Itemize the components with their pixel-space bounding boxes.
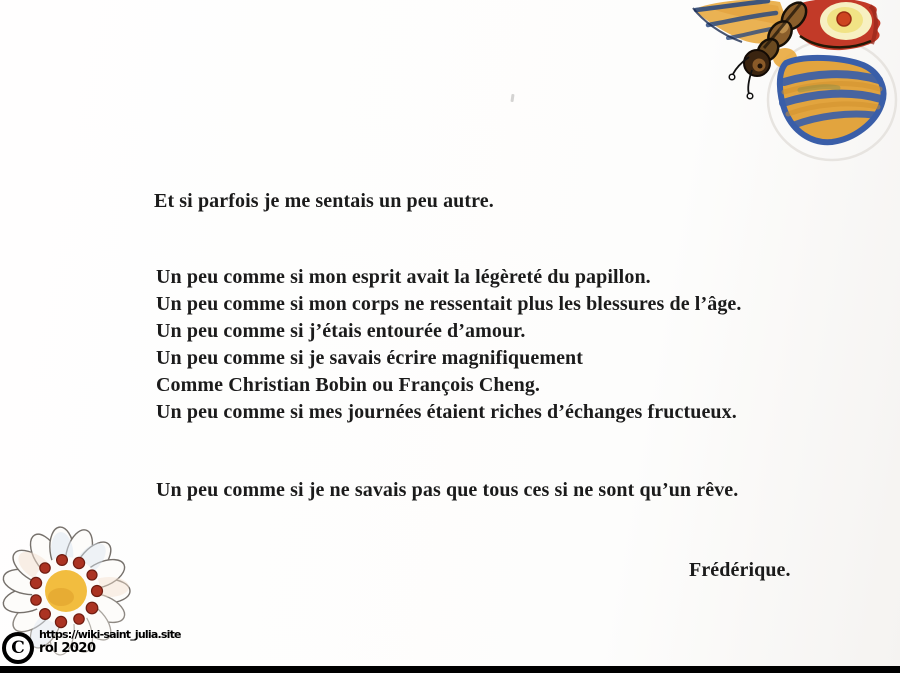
poem-stanza-line: Un peu comme si mon esprit avait la légèreté du papillon. [156, 266, 651, 288]
poem-stanza [156, 264, 742, 426]
watermark-text [39, 628, 181, 656]
butterfly-icon [680, 0, 900, 165]
poem-opening-line: Et si parfois je me sentais un peu autre. [154, 190, 494, 212]
copyright-icon [2, 632, 34, 664]
butterfly-eyespot [837, 12, 851, 26]
poem-stanza-line: Un peu comme si mes journées étaient riches d’échanges fructueux. [156, 401, 737, 423]
poem-stanza-line: Comme Christian Bobin ou François Cheng. [156, 374, 541, 396]
scan-speck [510, 94, 514, 102]
watermark-credit: rol 2020 [39, 641, 96, 656]
poem-stanza-line: Un peu comme si j’étais entourée d’amour. [156, 320, 526, 342]
poem-stanza-line: Un peu comme si mon corps ne ressentait plus les blessures de l’âge. [156, 293, 742, 315]
poem-stanza-line: Un peu comme si je savais écrire magnifiquement [156, 347, 584, 369]
watermark [2, 628, 181, 664]
poem-closing-line: Un peu comme si je ne savais pas que tous ces si ne sont qu’un rêve. [156, 479, 739, 501]
flower-center [45, 570, 87, 612]
watermark-url: https://wiki-saint_julia.site [39, 628, 181, 641]
poem-signature: Frédérique. [689, 559, 791, 581]
copyright-letter: C [11, 637, 25, 658]
butterfly-red-wing [795, 0, 881, 50]
butterfly-lower-wing [773, 48, 883, 142]
bottom-black-bar [0, 666, 900, 673]
